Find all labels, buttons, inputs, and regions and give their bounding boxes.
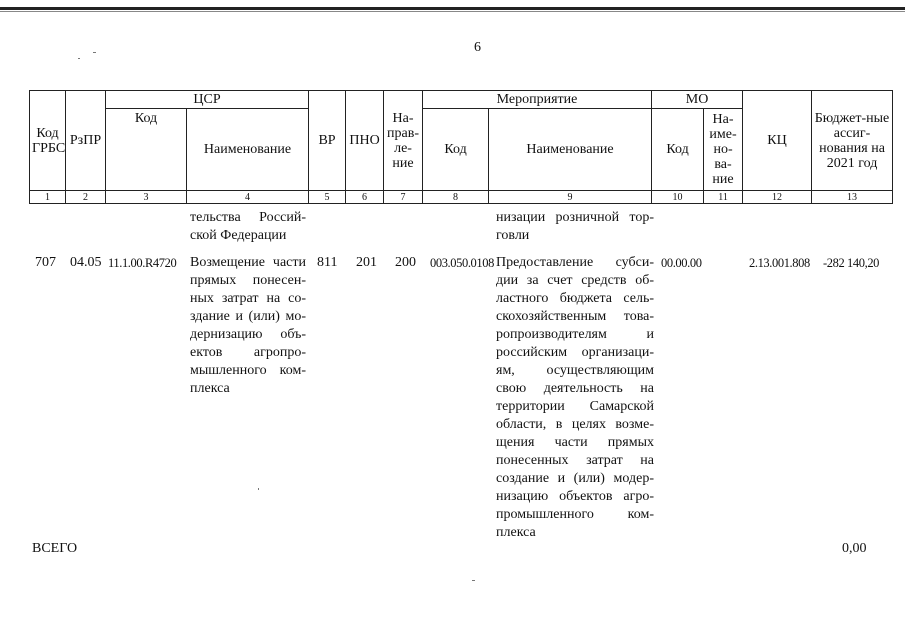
row-kod-grbs: 707 bbox=[35, 255, 56, 270]
text-line: области, в целях возме- bbox=[496, 417, 654, 432]
row-mo-kod: 00.00.00 bbox=[661, 256, 702, 270]
text-line: Возмещение части bbox=[190, 255, 306, 270]
scan-speck bbox=[78, 58, 80, 59]
text-line: ных затрат на со- bbox=[190, 291, 306, 306]
row-napravlenie: 200 bbox=[395, 255, 416, 270]
header-budget: Бюджет-ные ассиг-нования на 2021 год bbox=[812, 91, 893, 191]
header-pno: ПНО bbox=[346, 91, 384, 191]
header-mer-kod: Код bbox=[423, 109, 489, 191]
text-line: говли bbox=[496, 228, 530, 243]
text-line: дернизацию объ- bbox=[190, 327, 306, 342]
scan-speck bbox=[93, 52, 96, 53]
text-line: промышленного ком- bbox=[496, 507, 654, 522]
top-border-line-thin bbox=[0, 11, 905, 12]
row-csr-name bbox=[190, 254, 306, 398]
text-line: ям, осуществляющим bbox=[496, 363, 654, 378]
column-number: 12 bbox=[743, 191, 812, 204]
text-line: скохозяйственным това- bbox=[496, 309, 654, 324]
header-kod-grbs: Код ГРБС bbox=[30, 91, 66, 191]
header-csr-name: Наименование bbox=[187, 109, 309, 191]
column-number: 1 bbox=[30, 191, 66, 204]
row-pno: 201 bbox=[356, 255, 377, 270]
column-number: 11 bbox=[704, 191, 743, 204]
text-line: территории Самарской bbox=[496, 399, 654, 414]
row-rzpr: 04.05 bbox=[70, 255, 102, 270]
column-number: 7 bbox=[384, 191, 423, 204]
text-line: плекса bbox=[190, 381, 230, 396]
header-mer-name: Наименование bbox=[489, 109, 652, 191]
text-line: тельства Россий- bbox=[190, 210, 306, 225]
header-meropriyatie: Мероприятие bbox=[423, 91, 652, 109]
text-line: дии за счет средств об- bbox=[496, 273, 654, 288]
text-line: создание и (или) модер- bbox=[496, 471, 654, 486]
text-line: щения части прямых bbox=[496, 435, 654, 450]
text-line: понесенных затрат на bbox=[496, 453, 654, 468]
text-line: низации розничной тор- bbox=[496, 210, 654, 225]
row-kc: 2.13.001.808 bbox=[749, 256, 810, 270]
text-line: мышленного ком- bbox=[190, 363, 306, 378]
text-line: низацию объектов агро- bbox=[496, 489, 654, 504]
total-value: 0,00 bbox=[842, 541, 867, 556]
header-mo-name: На-име-но-ва-ние bbox=[704, 109, 743, 191]
page-number: 6 bbox=[474, 40, 481, 55]
column-number: 2 bbox=[66, 191, 106, 204]
text-line: здание и (или) мо- bbox=[190, 309, 306, 324]
continuation-mer-name bbox=[496, 209, 654, 245]
header-kc: КЦ bbox=[743, 91, 812, 191]
row-mer-name bbox=[496, 254, 654, 542]
column-number: 10 bbox=[652, 191, 704, 204]
scan-speck bbox=[472, 580, 475, 581]
top-border-line bbox=[0, 7, 905, 10]
row-csr-kod: 11.1.00.R4720 bbox=[108, 256, 177, 270]
text-line: российским организаци- bbox=[496, 345, 654, 360]
scan-speck bbox=[258, 488, 259, 490]
column-number: 9 bbox=[489, 191, 652, 204]
text-line: ластного бюджета сель- bbox=[496, 291, 654, 306]
header-napravlenie: На-прав-ле-ние bbox=[384, 91, 423, 191]
header-mo-kod: Код bbox=[652, 109, 704, 191]
text-line: прямых понесен- bbox=[190, 273, 306, 288]
text-line: плекса bbox=[496, 525, 536, 540]
header-csr-kod: Код bbox=[106, 109, 187, 191]
text-line: ской Федерации bbox=[190, 228, 287, 243]
column-number: 5 bbox=[309, 191, 346, 204]
row-vr: 811 bbox=[317, 255, 338, 270]
column-number: 13 bbox=[812, 191, 893, 204]
row-mer-kod: 003.050.0108 bbox=[430, 256, 494, 270]
text-line: ектов агропро- bbox=[190, 345, 306, 360]
column-number: 8 bbox=[423, 191, 489, 204]
column-number: 3 bbox=[106, 191, 187, 204]
header-rzpr: РзПР bbox=[66, 91, 106, 191]
total-label: ВСЕГО bbox=[32, 541, 78, 556]
row-amount: -282 140,20 bbox=[823, 256, 880, 270]
continuation-csr-name bbox=[190, 209, 306, 245]
budget-table-header bbox=[29, 90, 893, 204]
header-vr: ВР bbox=[309, 91, 346, 191]
column-number: 4 bbox=[187, 191, 309, 204]
header-csr: ЦСР bbox=[106, 91, 309, 109]
column-number: 6 bbox=[346, 191, 384, 204]
text-line: Предоставление субси- bbox=[496, 255, 654, 270]
text-line: свою деятельность на bbox=[496, 381, 654, 396]
header-mo: МО bbox=[652, 91, 743, 109]
text-line: ропроизводителям и bbox=[496, 327, 654, 342]
